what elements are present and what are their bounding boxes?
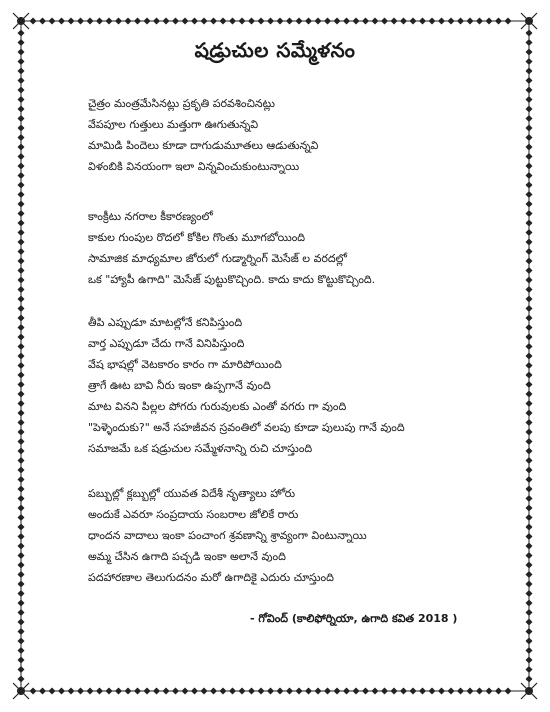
poem-line: మామిడి పిందెలు కూడా దాగుడుమూతలు ఆడుతున్నవి bbox=[88, 139, 319, 152]
poem-line: వేపపూల గుత్తులు మత్తుగా ఊగుతున్నవి bbox=[88, 118, 259, 131]
stanza-2 bbox=[88, 206, 518, 290]
poem-line: అమ్మ చేసిన ఉగాది పచ్చడి ఇంకా అలానే వుంది bbox=[88, 550, 286, 563]
stanza-4 bbox=[88, 483, 518, 588]
poem-line: తీపి ఎప్పుడూ మాటల్లోనే కనిపిస్తుంది bbox=[88, 316, 243, 329]
poem-line: కాంక్రీటు నగరాల కీకారణ్యంలో bbox=[88, 210, 213, 223]
poem-line: ధాందన వాదాలు ఇంకా పంచాంగ శ్రవణాన్ని శ్రావ్యంగా వింటున్నాయి bbox=[88, 529, 367, 542]
stanza-3 bbox=[88, 312, 518, 459]
poem-line: కాకుల గుంపుల రొదలో కోకిల గొంతు మూగబోయింది bbox=[88, 231, 306, 244]
poem-line: మాట వినని పిల్లల పోగరు గురువులకు ఎంతో వగరు గా వుంది bbox=[88, 400, 347, 413]
poem-line: సమాజమే ఒక షడ్రుచుల సమ్మేళనాన్ని రుచి చూస్తుంది bbox=[88, 442, 313, 455]
poem-line: పదహారణాల తెలుగుదనం మరో ఉగాదికై ఎదురు చూస్తుంది bbox=[88, 571, 334, 584]
poem-line: పబ్బుల్లో క్లబ్బుల్లో యువత విదేశీ నృత్యాలు హోరు bbox=[88, 487, 296, 500]
poem-title: షడ్రుచుల సమ్మేళనం bbox=[194, 38, 356, 62]
poem-line: త్రాగే ఊట బావి నీరు ఇంకా ఉప్పగానే వుంది bbox=[88, 379, 271, 392]
poem-line: ఒక "హ్యాపీ ఉగాది" మెసేజ్ పుట్టుకొచ్చింది. కాదు కాదు కొట్టుకొచ్చింది. bbox=[88, 273, 376, 286]
poem-line: సామాజిక మాధ్యమాల జోరులో గుడ్మార్నింగ్ మెసేజ్ ల వరదల్లో bbox=[88, 252, 347, 265]
stanza-1 bbox=[88, 93, 518, 177]
poem-line: చైత్రం మంత్రమేసినట్లు ప్రకృతి పరవశించినట్లు bbox=[88, 97, 275, 110]
poem-line: "పెళ్ళెందుకు?" అనే సహజీవన స్రవంతిలో వలపు కూడా పులుపు గానే వుంది bbox=[88, 421, 405, 434]
author-signature: - గోవింద్ (కాలిఫోర్నియా, ఉగాది కవిత 2018 ) bbox=[250, 612, 458, 625]
poem-line: వార్త ఎప్పుడూ చేదు గానే వినిపిస్తుంది bbox=[88, 337, 245, 350]
poem-line: వేష భాషల్లో వెటకారం కారం గా మారిపోయింది bbox=[88, 358, 282, 371]
poem-line: విళంబికి వినయంగా ఇలా విన్నవించుకుంటున్నాయి bbox=[88, 160, 300, 173]
poem-line: అందుకే ఎవరూ సంప్రదాయ సంబరాల జోలికే రారు bbox=[88, 508, 299, 521]
